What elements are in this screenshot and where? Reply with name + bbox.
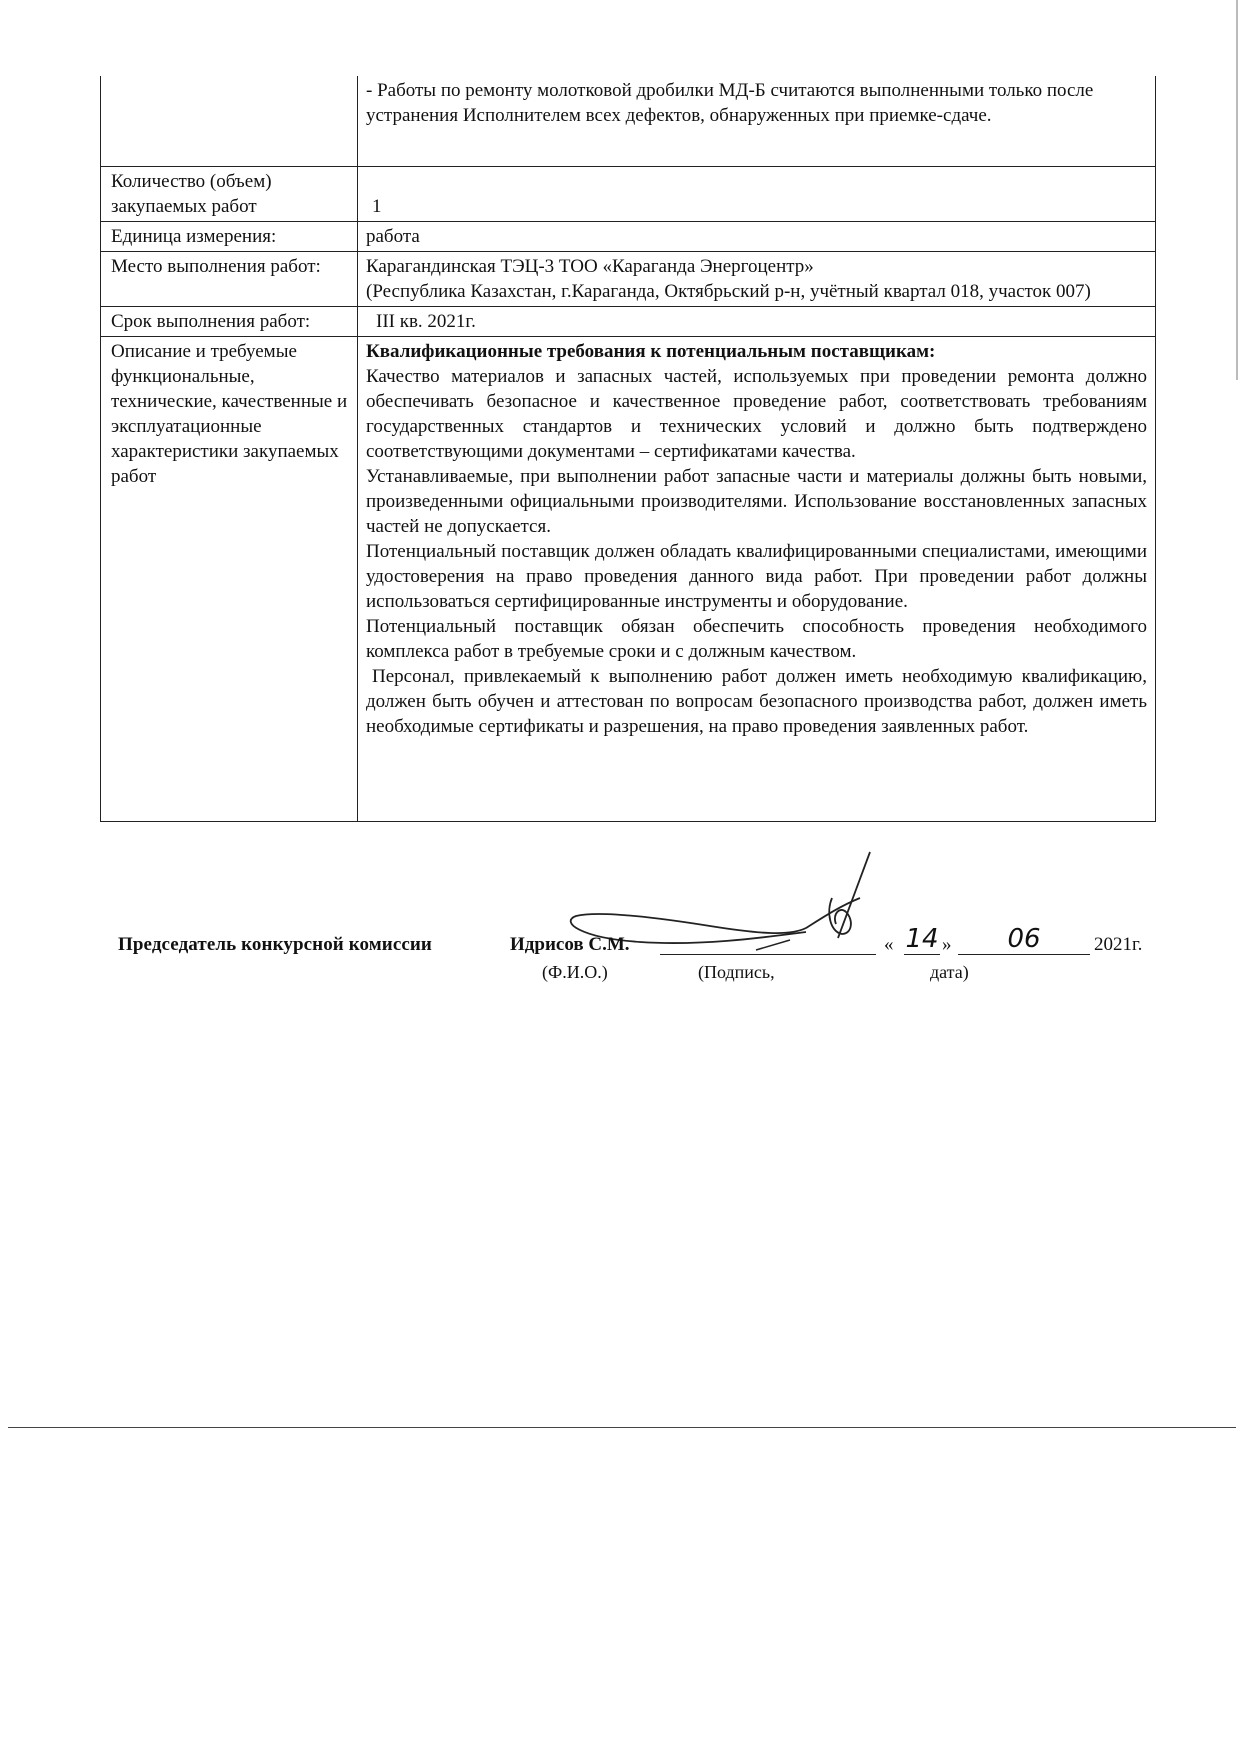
date-quote-open: «: [884, 934, 894, 955]
table-row: [101, 337, 1156, 822]
requirement-paragraph: Потенциальный поставщик должен обладать квалифицированными специалистами, имеющими удостоверения на право проведения данного вида работ. При проведении работ должны использоваться сертифицированные инструменты и оборудование.: [366, 541, 1147, 612]
deadline-value: III кв. 2021г.: [358, 307, 1156, 337]
row-label-quantity: Количество (объем) закупаемых работ: [101, 167, 358, 222]
requirement-paragraph: Потенциальный поставщик обязан обеспечить способность проведения необходимого комплекса работ в требуемые сроки и с должным качеством.: [366, 616, 1147, 662]
table-row: [101, 76, 1156, 167]
requirement-paragraph: Качество материалов и запасных частей, используемых при проведении ремонта должно обеспечивать безопасное и качественное проведение работ, соответствовать требованиям государственных стандартов и технических условий и должно быть подтверждено соответствующими документами – сертификатами качества.: [366, 366, 1147, 462]
specification-table: [100, 76, 1156, 822]
signature-block: [118, 924, 1158, 990]
chairman-name: Идрисов С.М.: [510, 934, 630, 955]
table-row: [101, 167, 1156, 222]
table-row: [101, 307, 1156, 337]
table-row: [101, 252, 1156, 307]
requirements-heading: Квалификационные требования к потенциальным поставщикам:: [366, 341, 936, 362]
row-label: [101, 76, 358, 167]
scan-edge-mark: [1236, 0, 1238, 380]
description-value: [358, 337, 1156, 822]
row-label-location: Место выполнения работ:: [101, 252, 358, 307]
location-value: [358, 252, 1156, 307]
table-row: [101, 222, 1156, 252]
page-divider: [8, 1427, 1236, 1428]
requirement-paragraph: Персонал, привлекаемый к выполнению работ должен иметь необходимую квалификацию, должен быть обучен и аттестован по вопросам безопасного производства работ, должен иметь необходимые сертификаты и разрешения, на право проведения заявленных работ.: [366, 666, 1147, 737]
date-quote-close: »: [942, 934, 952, 955]
unit-value: работа: [358, 222, 1156, 252]
acceptance-condition: - Работы по ремонту молотковой дробилки МД-Б считаются выполненными только после устранения Исполнителем всех дефектов, обнаруженных при приемке-сдаче.: [358, 76, 1156, 167]
caption-fio: (Ф.И.О.): [542, 962, 608, 982]
caption-signature: (Подпись,: [698, 962, 775, 982]
date-month: 06: [958, 924, 1090, 955]
date-year: 2021г.: [1094, 934, 1143, 955]
row-label-unit: Единица измерения:: [101, 222, 358, 252]
row-label-deadline: Срок выполнения работ:: [101, 307, 358, 337]
row-label-description: Описание и требуемые функциональные, технические, качественные и эксплуатационные характеристики закупаемых работ: [101, 337, 358, 822]
location-line: Карагандинская ТЭЦ-3 ТОО «Караганда Энергоцентр»: [366, 256, 814, 277]
quantity-value: 1: [358, 167, 1156, 222]
date-day: 14: [905, 924, 939, 954]
caption-date: дата): [930, 962, 969, 982]
signature-line: [660, 954, 876, 955]
chairman-title: Председатель конкурсной комиссии: [118, 934, 432, 955]
location-address: (Республика Казахстан, г.Караганда, Октябрьский р-н, учётный квартал 018, участок 007): [366, 281, 1091, 302]
requirement-paragraph: Устанавливаемые, при выполнении работ запасные части и материалы должны быть новыми, произведенными официальными производителями. Использование восстановленных запасных частей не допускается.: [366, 466, 1147, 537]
